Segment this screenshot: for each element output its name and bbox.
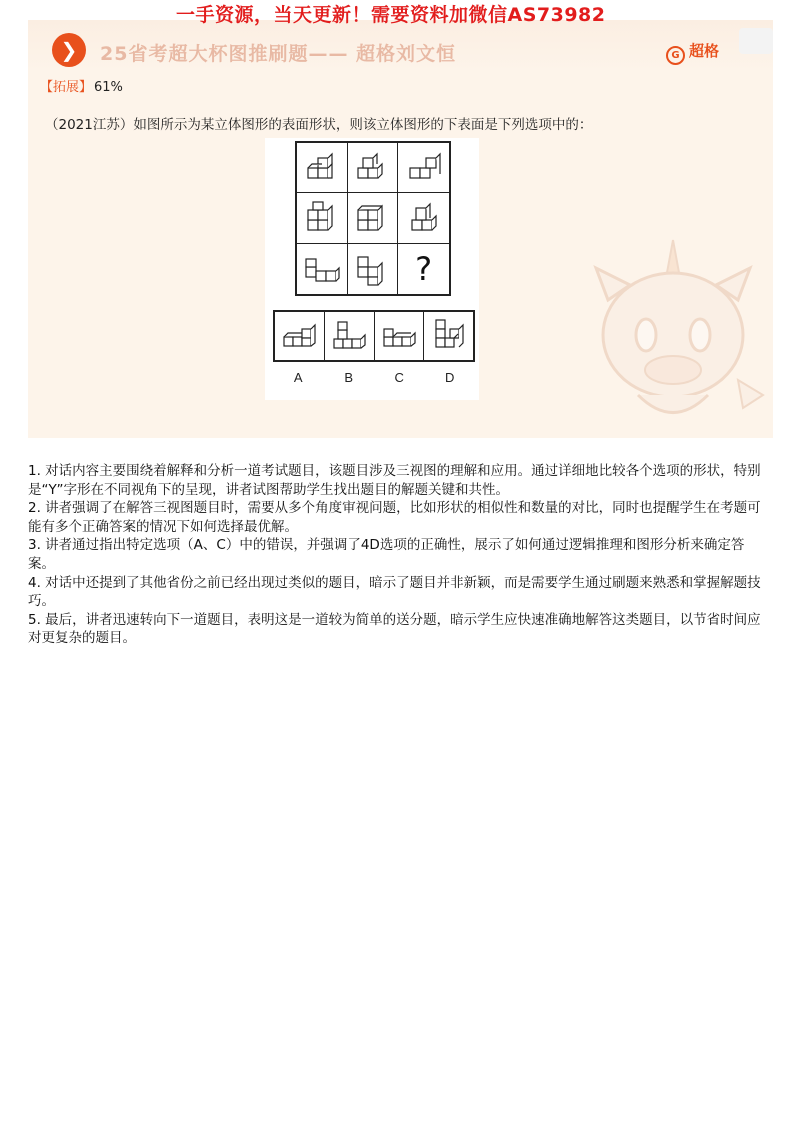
option-figure-a[interactable] (275, 312, 325, 360)
correct-rate: 61% (94, 80, 123, 95)
question-text: （2021江苏）如图所示为某立体图形的表面形状，则该立体图形的下表面是下列选项中的： (45, 117, 593, 133)
chevron-right-icon[interactable]: ❯ (52, 33, 86, 67)
watermark-text: 一手资源，当天更新！需要资料加微信AS73982 (176, 4, 606, 26)
option-figure-d[interactable] (424, 312, 473, 360)
option-label-c[interactable]: C (394, 370, 404, 385)
option-label-a[interactable]: A (293, 370, 303, 385)
summary-point: 4. 对话中还提到了其他省份之前已经出现过类似的题目，暗示了题目并非新颖，而是需要学生通过刷题来熟悉和掌握解题技巧。 (28, 574, 761, 610)
option-figures (273, 310, 475, 362)
puzzle-figure (265, 138, 479, 400)
cube-stack-icon (352, 251, 392, 287)
option-figure-c[interactable] (375, 312, 425, 360)
cube-stack-icon (302, 150, 342, 186)
expand-tag: 【拓展】 (40, 80, 93, 95)
question-mark: ? (415, 249, 433, 288)
puzzle-grid (295, 141, 451, 296)
series-title: 25省考超大杯图推刷题—— 超格刘文恒 (100, 43, 457, 65)
summary-point: 2. 讲者强调了在解答三视图题目时，需要从多个角度审视问题，比如形状的相似性和数量的对比，同时也提醒学生在考题可能有多个正确答案的情况下如何选择最优解。 (28, 500, 761, 535)
option-label-d[interactable]: D (445, 370, 455, 385)
g-logo-icon: G (666, 46, 685, 65)
summary-point: 3. 讲者通过指出特定选项（A、C）中的错误，并强调了4D选项的正确性，展示了如何通过逻辑推理和图形分析来确定答案。 (28, 537, 745, 572)
cube-stack-icon (280, 319, 318, 353)
grid-cell-question (398, 244, 449, 294)
grid-cell (398, 193, 449, 243)
lecture-screenshot (28, 20, 773, 438)
grid-cell (297, 143, 348, 193)
cube-stack-icon (302, 200, 342, 236)
cube-stack-icon (380, 319, 418, 353)
summary-section (28, 462, 768, 648)
grid-cell (348, 244, 399, 294)
grid-cell (297, 244, 348, 294)
cube-stack-icon (302, 251, 342, 287)
cube-stack-icon (352, 150, 392, 186)
brand-name: 超格 (689, 42, 720, 60)
brand-logo (666, 40, 719, 65)
grid-cell (398, 143, 449, 193)
option-figure-b[interactable] (325, 312, 375, 360)
option-labels (273, 370, 475, 385)
grid-cell (348, 193, 399, 243)
cube-stack-icon (330, 319, 368, 353)
cube-stack-icon (430, 316, 468, 356)
unicorn-mascot-icon (578, 230, 768, 430)
option-label-b[interactable]: B (344, 370, 354, 385)
cube-stack-icon (404, 200, 444, 236)
cube-stack-icon (404, 150, 444, 186)
stat-line (40, 76, 123, 95)
summary-point: 1. 对话内容主要围绕着解释和分析一道考试题目，该题目涉及三视图的理解和应用。通过详细地比较各个选项的形状，特别是“Y”字形在不同视角下的呈现，讲者试图帮助学生找出题目的解题关键和共性。 (28, 463, 761, 498)
corner-tab (739, 28, 773, 54)
cube-stack-icon (352, 200, 392, 236)
grid-cell (348, 143, 399, 193)
grid-cell (297, 193, 348, 243)
summary-point: 5. 最后，讲者迅速转向下一道题目，表明这是一道较为简单的送分题，暗示学生应快速准确地解答这类题目，以节省时间应对更复杂的题目。 (28, 611, 761, 647)
